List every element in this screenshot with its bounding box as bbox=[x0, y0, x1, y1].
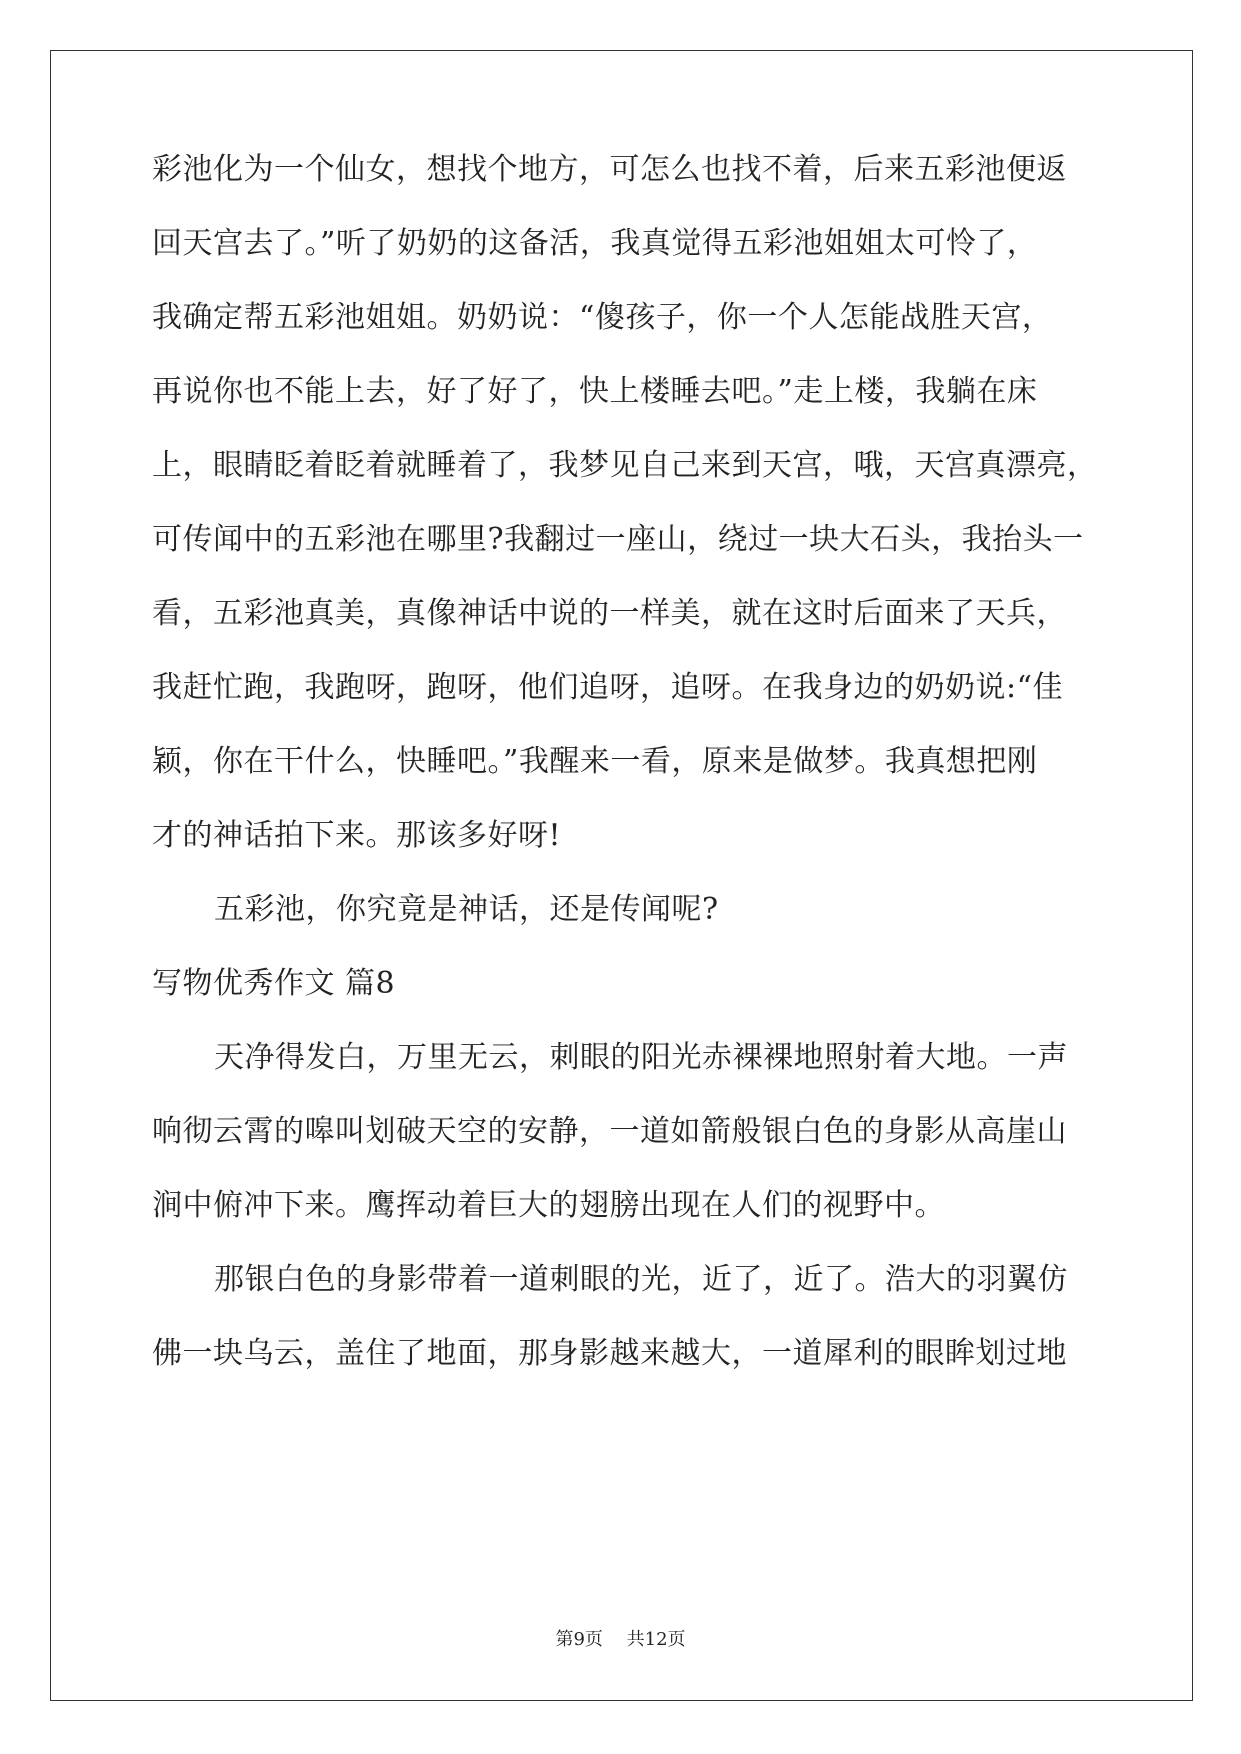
page-number: 第9页 bbox=[555, 1629, 603, 1650]
text-line: 我确定帮五彩池姐姐。奶奶说：“傻孩子，你一个人怎能战胜天宫， bbox=[152, 300, 1053, 335]
paragraph-first-line: 五彩池，你究竟是神话，还是传闻呢? bbox=[214, 892, 719, 927]
text-line: 涧中俯冲下来。鹰挥动着巨大的翅膀出现在人们的视野中。 bbox=[152, 1188, 945, 1223]
page-total: 共12页 bbox=[626, 1629, 686, 1650]
text-line: 响彻云霄的嗥叫划破天空的安静，一道如箭般银白色的身影从高崖山 bbox=[152, 1114, 1067, 1149]
text-line: 才的神话拍下来。那该多好呀! bbox=[152, 818, 562, 853]
text-line: 彩池化为一个仙女，想找个地方，可怎么也找不着，后来五彩池便返 bbox=[152, 152, 1067, 187]
paragraph-first-line: 那银白色的身影带着一道刺眼的光，近了，近了。浩大的羽翼仿 bbox=[214, 1262, 1068, 1297]
text-line: 看，五彩池真美，真像神话中说的一样美，就在这时后面来了天兵， bbox=[152, 596, 1067, 631]
paragraph-first-line: 天净得发白，万里无云，刺眼的阳光赤裸裸地照射着大地。一声 bbox=[214, 1040, 1068, 1075]
page-footer bbox=[0, 1628, 1241, 1652]
text-line: 我赶忙跑，我跑呀，跑呀，他们追呀，追呀。在我身边的奶奶说:“佳 bbox=[152, 670, 1063, 705]
text-line: 上，眼睛眨着眨着就睡着了，我梦见自己来到天宫，哦，天宫真漂亮， bbox=[152, 448, 1098, 483]
text-line: 佛一块乌云，盖住了地面，那身影越来越大，一道犀利的眼眸划过地 bbox=[152, 1336, 1067, 1371]
text-line: 颖，你在干什么，快睡吧。”我醒来一看，原来是做梦。我真想把刚 bbox=[152, 744, 1038, 779]
text-line: 回天宫去了。”听了奶奶的这备活，我真觉得五彩池姐姐太可怜了， bbox=[152, 226, 1038, 261]
text-line: 可传闻中的五彩池在哪里?我翻过一座山，绕过一块大石头，我抬头一 bbox=[152, 522, 1084, 557]
section-heading: 写物优秀作文 篇8 bbox=[152, 966, 396, 1001]
text-line: 再说你也不能上去，好了好了，快上楼睡去吧。”走上楼，我躺在床 bbox=[152, 374, 1038, 409]
